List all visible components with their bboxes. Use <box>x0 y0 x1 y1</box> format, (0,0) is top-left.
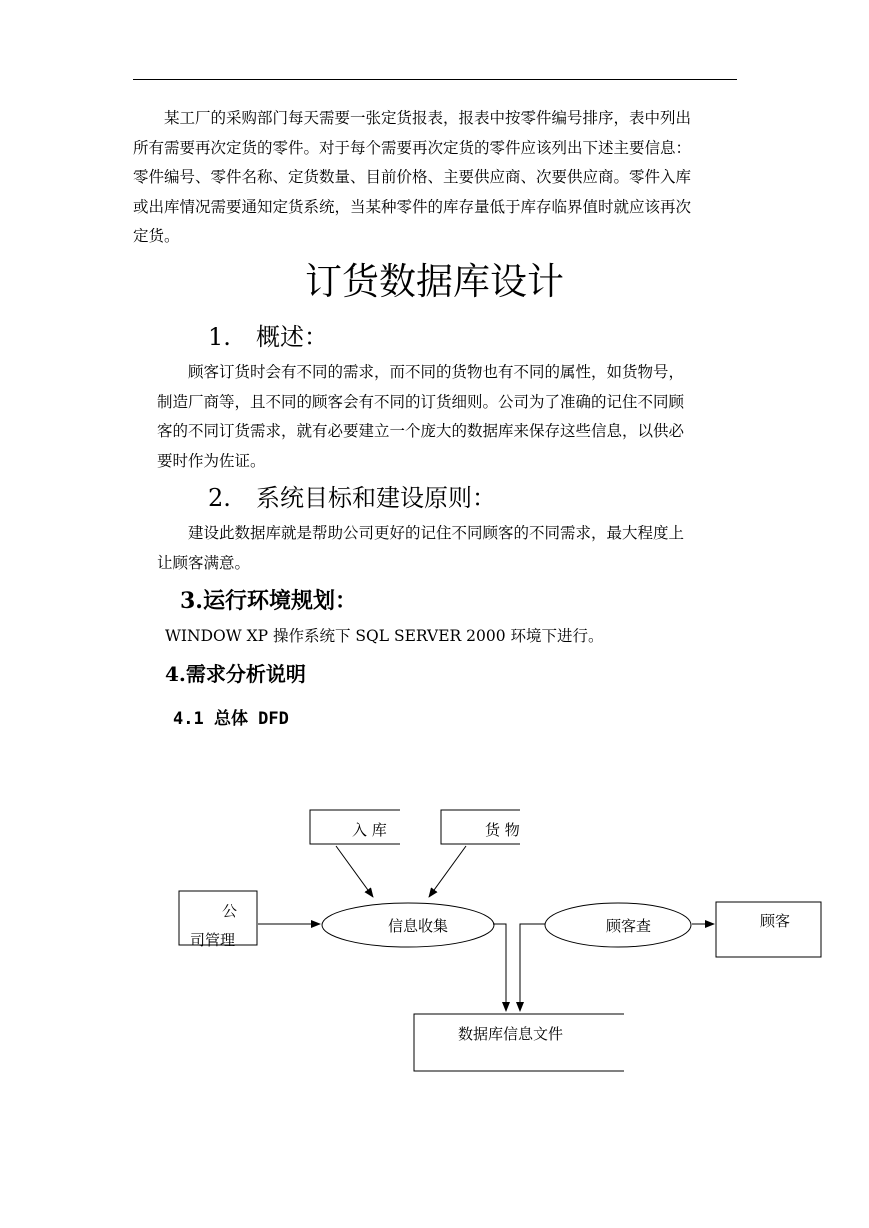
goals-paragraph <box>157 519 742 578</box>
intro-line: 所有需要再次定货的零件。对于每个需要再次定货的零件应该列出下述主要信息： <box>133 138 692 157</box>
section-goals-heading <box>208 482 496 514</box>
query-process <box>545 903 691 947</box>
intro-line: 或出库情况需要通知定货系统，当某种零件的库存量低于库存临界值时就应该再次 <box>133 197 692 216</box>
section-heading-text: 系统目标和建设原则： <box>256 484 496 512</box>
flow-collect-to-db <box>493 924 506 1011</box>
section-requirements-heading: 4.需求分析说明 <box>165 662 306 686</box>
company-entity <box>179 891 257 949</box>
store-in <box>310 810 400 844</box>
overview-line: 客的不同订货需求，就有必要建立一个庞大的数据库来保存这些信息，以供必 <box>157 422 685 440</box>
intro-paragraph <box>133 104 739 252</box>
overview-line: 制造厂商等，且不同的顾客会有不同的订货细则。公司为了准确的记住不同顾 <box>157 392 685 411</box>
store-goods <box>441 810 520 844</box>
section-number: 2. <box>208 484 231 512</box>
document-title: 订货数据库设计 <box>305 260 564 303</box>
goals-line: 建设此数据库就是帮助公司更好的记住不同顾客的不同需求，最大程度上 <box>188 524 685 542</box>
db-file-store <box>414 1014 624 1071</box>
header-rule <box>133 79 737 80</box>
flow-store-in-to-collect <box>336 846 373 897</box>
db-file-label: 数据库信息文件 <box>458 1025 564 1043</box>
overview-paragraph <box>157 358 742 476</box>
section-overview-heading <box>208 321 328 353</box>
overview-line: 顾客订货时会有不同的需求，而不同的货物也有不同的属性，如货物号， <box>188 363 685 381</box>
intro-line: 某工厂的采购部门每天需要一张定货报表，报表中按零件编号排序，表中列出 <box>164 109 692 127</box>
customer-entity <box>716 902 821 957</box>
intro-line: 零件编号、零件名称、定货数量、目前价格、主要供应商、次要供应商。零件入库 <box>133 168 692 186</box>
environment-text: WINDOW XP 操作系统下 SQL SERVER 2000 环境下进行。 <box>165 627 604 645</box>
flow-query-to-db <box>520 924 545 1011</box>
company-label-line2: 司管理 <box>190 931 236 949</box>
query-label: 顾客查 <box>606 917 652 935</box>
flow-goods-to-collect <box>429 846 466 897</box>
section-number: 1. <box>208 323 231 351</box>
intro-line: 定货。 <box>133 227 180 245</box>
customer-label: 顾客 <box>760 912 791 930</box>
collect-label: 信息收集 <box>388 917 449 935</box>
subsection-dfd-heading: 4.1 总体 DFD <box>173 709 289 729</box>
section-heading-text: 概述： <box>256 323 328 351</box>
section-environment-heading: 3.运行环境规划： <box>180 588 357 614</box>
goals-line: 让顾客满意。 <box>157 553 251 572</box>
store-in-label: 入 库 <box>352 821 387 839</box>
store-goods-label: 货 物 <box>485 821 520 839</box>
dfd-diagram <box>0 790 869 1090</box>
collect-process <box>322 903 494 947</box>
company-label-line1: 公 <box>222 902 238 920</box>
overview-line: 要时作为佐证。 <box>157 451 266 470</box>
